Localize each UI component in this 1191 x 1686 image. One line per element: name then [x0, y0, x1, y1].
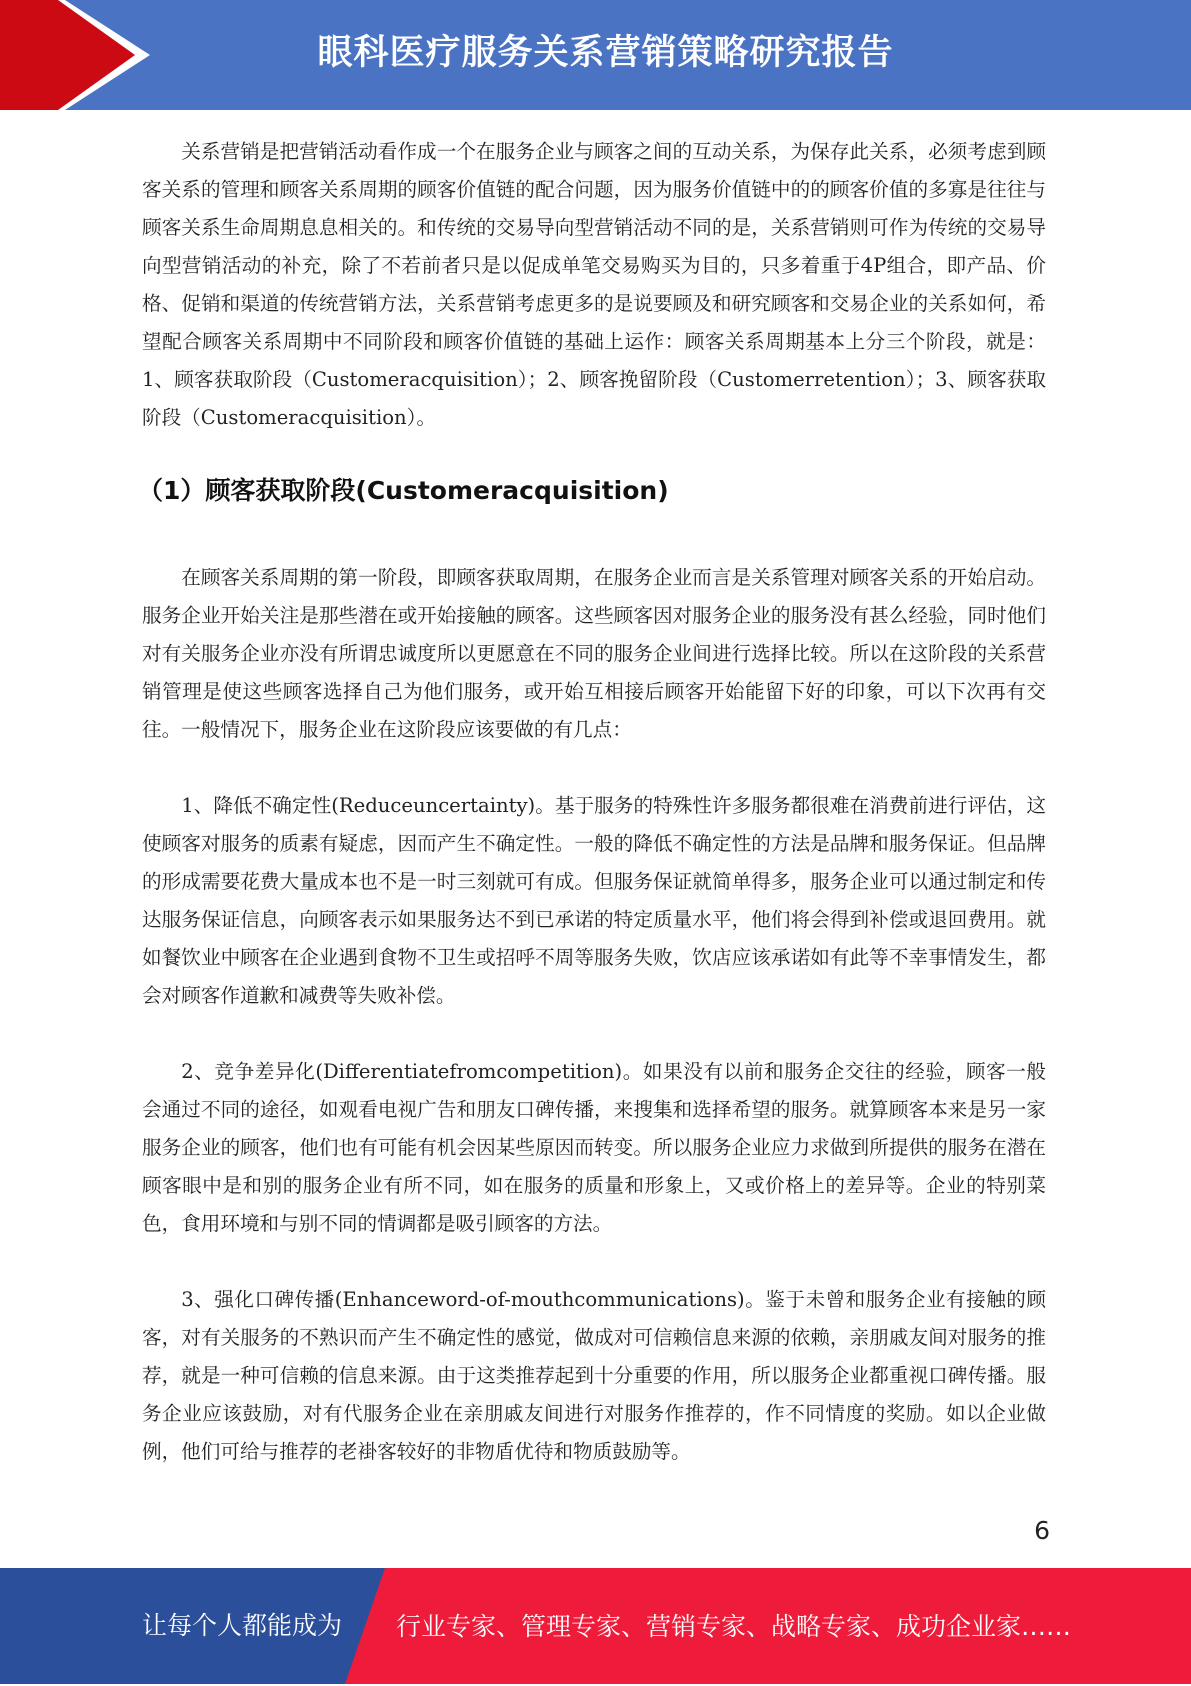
point-2-paragraph: 2、竞争差异化(Differentiatefromcompetition)。如果没有以前和服务企交往的经验，顾客一般会通过不同的途径，如观看电视广告和朋友口碑传播，来搜集和选择希望的服务。就算顾客本来是另一家服务企业的顾客，他们也有可能有机会因某些原因而转变。所以服务企业应力求做到所提供的服务在潜在顾客眼中是和别的服务企业有所不同，如在服务的质量和形象上，又或价格上的差异等。企业的特别菜色，食用环境和与别不同的情调都是吸引顾客的方法。	[142, 1060, 1046, 1235]
intro-paragraph: 关系营销是把营销活动看作成一个在服务企业与顾客之间的互动关系，为保存此关系，必须考虑到顾客关系的管理和顾客关系周期的顾客价值链的配合问题，因为服务价值链中的的顾客价值的多寡是往往与顾客关系生命周期息息相关的。和传统的交易导向型营销活动不同的是，关系营销则可作为传统的交易导向型营销活动的补充，除了不若前者只是以促成单笔交易购买为目的，只多着重于4P组合，即产品、价格、促销和渠道的传统营销方法，关系营销考虑更多的是说要顾及和研究顾客和交易企业的关系如何，希望配合顾客关系周期中不同阶段和顾客价值链的基础上运作：顾客关系周期基本上分三个阶段，就是：1、顾客获取阶段（Customeracquisition）；2、顾客挽留阶段（Customerretention）；3、顾客获取阶段（Customeracquisition）。	[142, 140, 1046, 429]
point-1-paragraph: 1、降低不确定性(Reduceuncertainty)。基于服务的特殊性许多服务都很难在消费前进行评估，这使顾客对服务的质素有疑虑，因而产生不确定性。一般的降低不确定性的方法是品牌和服务保证。但品牌的形成需要花费大量成本也不是一时三刻就可有成。但服务保证就简单得多，服务企业可以通过制定和传达服务保证信息，向顾客表示如果服务达不到已承诺的特定质量水平，他们将会得到补偿或退回费用。就如餐饮业中顾客在企业遇到食物不卫生或招呼不周等服务失败，饮店应该承诺如有此等不幸事情发生，都会对顾客作道歉和减费等失败补偿。	[142, 794, 1046, 1007]
page-footer	[0, 1568, 1191, 1684]
report-title: 眼科医疗服务关系营销策略研究报告	[317, 33, 894, 73]
footer-slogan-right: 行业专家、管理专家、营销专家、战略专家、成功企业家……	[396, 1612, 1072, 1641]
section-intro-paragraph: 在顾客关系周期的第一阶段，即顾客获取周期，在服务企业而言是关系管理对顾客关系的开始启动。服务企业开始关注是那些潜在或开始接触的顾客。这些顾客因对服务企业的服务没有甚么经验，同时他们对有关服务企业亦没有所谓忠诚度所以更愿意在不同的服务企业间进行选择比较。所以在这阶段的关系营销管理是使这些顾客选择自己为他们服务，或开始互相接后顾客开始能留下好的印象，可以下次再有交往。一般情况下，服务企业在这阶段应该要做的有几点：	[142, 566, 1046, 741]
footer-slogan-left: 让每个人都能成为	[142, 1611, 343, 1640]
point-3-paragraph: 3、强化口碑传播(Enhanceword-of-mouthcommunications)。鉴于未曾和服务企业有接触的顾客，对有关服务的不熟识而产生不确定性的感觉，做成对可信赖信息来源的依赖，亲朋戚友间对服务的推荐，就是一种可信赖的信息来源。由于这类推荐起到十分重要的作用，所以服务企业都重视口碑传播。服务企业应该鼓励，对有代服务企业在亲朋戚友间进行对服务作推荐的，作不同情度的奖励。如以企业做例，他们可给与推荐的老褂客较好的非物盾优待和物质鼓励等。	[142, 1288, 1046, 1463]
section-heading: （1）顾客获取阶段(Customeracquisition)	[138, 476, 669, 505]
page-header	[0, 0, 1191, 110]
main-content	[138, 133, 1046, 1471]
page-number: 6	[1034, 1516, 1050, 1545]
